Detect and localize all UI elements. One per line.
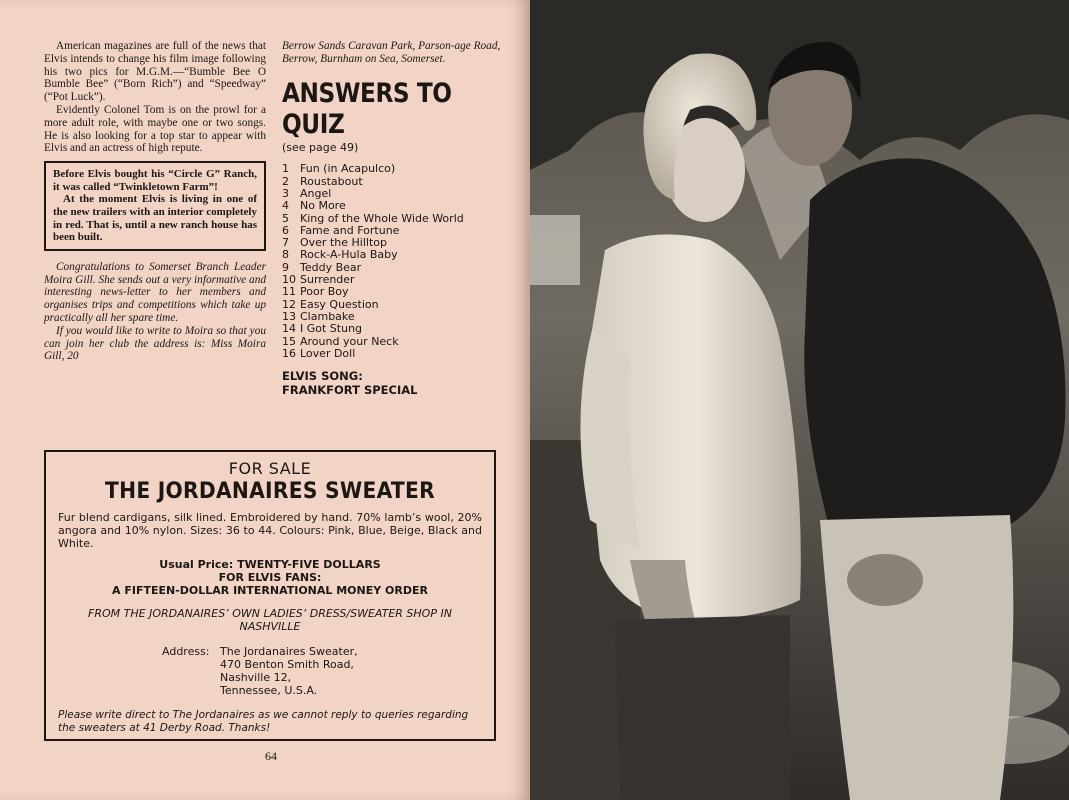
answer-item — [282, 249, 504, 261]
elvis-song-title: FRANKFORT SPECIAL — [282, 383, 418, 398]
price-line: FOR ELVIS FANS: — [218, 571, 322, 584]
answer-number: 1 — [282, 162, 289, 176]
elvis-song — [282, 369, 504, 397]
price-block — [58, 558, 482, 597]
answer-number: 3 — [282, 186, 289, 200]
answer-item — [282, 336, 504, 348]
boxed-note — [44, 161, 266, 251]
address-lines — [220, 645, 358, 697]
film-still-photo — [530, 0, 1069, 800]
advert-note: Please write direct to The Jordanaires as we cannot reply to queries regarding the sweaters at 41 Derby Road. Thanks! — [58, 709, 469, 734]
price-line: Usual Price: TWENTY-FIVE DOLLARS — [159, 558, 381, 571]
left-page — [0, 0, 530, 800]
answer-text: Surrender — [300, 273, 355, 287]
for-sale-label: FOR SALE — [228, 459, 312, 478]
answer-item — [282, 163, 504, 175]
quiz-column — [282, 40, 504, 397]
address-label: Address: — [162, 645, 210, 658]
quiz-heading — [282, 78, 506, 140]
answer-number: 8 — [282, 248, 289, 262]
answer-text: King of the Whole Wide World — [300, 211, 464, 225]
shop-line: FROM THE JORDANAIRES’ OWN LADIES’ DRESS/SWEATER SHOP IN NASHVILLE — [88, 607, 452, 633]
answer-text: Over the Hilltop — [300, 236, 387, 250]
answer-text: Poor Boy — [300, 285, 349, 299]
answer-text: I Got Stung — [300, 322, 363, 336]
answer-item — [282, 348, 504, 360]
address-continuation: Berrow Sands Caravan Park, Parson-age Road, Berrow, Burnham on Sea, Somerset. — [282, 40, 501, 65]
news-paragraph: Congratulations to Somerset Branch Leader Moira Gill. She sends out a very informative and interesting news-letter to her members and organises trips and competitions which take up practically all her spare time. — [44, 260, 266, 324]
answer-number: 4 — [282, 199, 289, 213]
answers-list — [282, 163, 504, 360]
address-line: Nashville 12, — [220, 671, 292, 684]
answer-number: 6 — [282, 223, 289, 237]
answer-number: 12 — [282, 297, 296, 311]
elvis-song-label: ELVIS SONG: — [282, 369, 363, 384]
answer-number: 10 — [282, 273, 296, 287]
news-paragraph: If you would like to write to Moira so that you can join her club the address is: Miss Moira Gill, 20 — [44, 324, 266, 363]
news-paragraph: American magazines are full of the news that Elvis intends to change his film image following his two pics for M.G.M.—“Bumble Bee O Bumble Bee” (“Born Rich”) and “Speedway” (“Pot Luck”). — [44, 40, 266, 104]
answer-item — [282, 286, 504, 298]
answer-number: 16 — [282, 346, 296, 360]
answer-text: Easy Question — [300, 297, 379, 311]
price-line: A FIFTEEN-DOLLAR INTERNATIONAL MONEY ORDER — [112, 584, 428, 597]
answer-item — [282, 323, 504, 335]
address-line: The Jordanaires Sweater, — [220, 645, 358, 658]
news-paragraph: Evidently Colonel Tom is on the prowl for a more adult role, with maybe one or two songs. He is also looking for a top star to appear with Elvis and an actress of high repute. — [44, 103, 266, 155]
answer-number: 2 — [282, 174, 289, 188]
boxed-note-text: At the moment Elvis is living in one of the new trailers with an interior completely in red. That is, until a new ranch house has been built. — [53, 193, 257, 244]
answer-number: 7 — [282, 236, 289, 250]
answer-text: Around your Neck — [300, 334, 399, 348]
quiz-heading-line: QUIZ — [282, 108, 345, 140]
answer-text: Clambake — [300, 309, 355, 323]
woman-skirt — [615, 615, 790, 800]
answer-text: No More — [300, 199, 346, 213]
man-trousers — [820, 515, 1013, 800]
answer-text: Angel — [300, 186, 332, 200]
answer-text: Teddy Bear — [300, 260, 362, 274]
answer-text: Roustabout — [300, 174, 363, 188]
photo-page — [530, 0, 1069, 800]
news-column — [44, 40, 266, 363]
see-page-note: (see page 49) — [282, 140, 359, 154]
answer-text: Fun (in Acapulco) — [300, 162, 396, 176]
answer-number: 14 — [282, 322, 296, 336]
advert-address — [162, 645, 482, 697]
answer-number: 5 — [282, 211, 289, 225]
answer-number: 13 — [282, 309, 296, 323]
answer-number: 9 — [282, 260, 289, 274]
address-line: Tennessee, U.S.A. — [220, 684, 318, 697]
sweater-advert — [44, 450, 496, 741]
advert-headline: THE JORDANAIRES SWEATER — [105, 479, 435, 504]
quiz-heading-line: ANSWERS TO — [282, 77, 452, 109]
advert-description: Fur blend cardigans, silk lined. Embroidered by hand. 70% lamb’s wool, 20% angora and 10% nylon. Sizes: 36 to 44. Colours: Pink, Blue, Beige, Black and White. — [58, 511, 482, 550]
answer-item — [282, 200, 504, 212]
answer-number: 11 — [282, 285, 296, 299]
boxed-note-text: Before Elvis bought his “Circle G” Ranch, it was called “Twinkletown Farm”! — [53, 168, 257, 193]
chair-shape — [530, 215, 580, 285]
answer-text: Rock-A-Hula Baby — [300, 248, 398, 262]
answer-number: 15 — [282, 334, 296, 348]
answer-text: Fame and Fortune — [300, 223, 400, 237]
address-line: 470 Benton Smith Road, — [220, 658, 354, 671]
answer-text: Lover Doll — [300, 346, 356, 360]
man-hand — [847, 554, 923, 606]
page-number: 64 — [265, 749, 277, 763]
